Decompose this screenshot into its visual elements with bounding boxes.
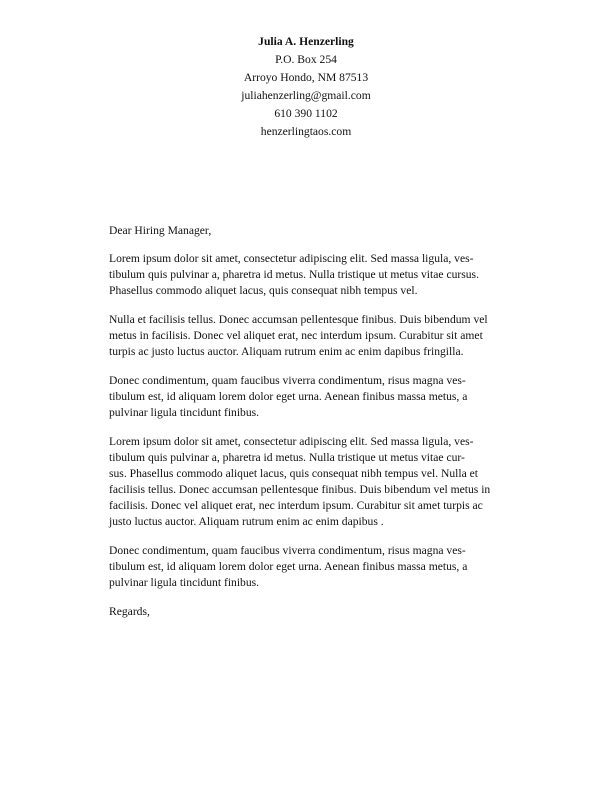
sender-address-line1: P.O. Box 254 [275, 53, 337, 66]
sender-address-line2: Arroyo Hondo, NM 87513 [243, 71, 369, 84]
paragraph-5: Donec condimentum, quam faucibus viverra condimentum, risus magna ves- tibulum est, id aliquam lorem dolor eget urna. Aenean finibus massa metus, a pulvinar ligula tincidunt finibus. [109, 544, 468, 589]
paragraph-3: Donec condimentum, quam faucibus viverra condimentum, risus magna ves- tibulum est, id aliquam lorem dolor eget urna. Aenean finibus massa metus, a pulvinar ligula tincidunt finibus. [109, 374, 468, 419]
letter-body [109, 223, 501, 633]
letterhead [0, 33, 612, 141]
sender-email: juliahenzerling@gmail.com [241, 89, 371, 102]
sender-phone: 610 390 1102 [274, 107, 338, 120]
salutation: Dear Hiring Manager, [109, 224, 212, 237]
paragraph-4: Lorem ipsum dolor sit amet, consectetur adipiscing elit. Sed massa ligula, ves- tibulum quis pulvinar a, pharetra id metus. Nulla tristique ut metus vitae cur- sus. Phasellus commodo aliquet lacus, quis consequat nibh tempus vel. Nulla et facilisis tellus. Donec accumsan pellentesque finibus. Duis bibendum vel metus in facilisis. Donec vel aliquet erat, nec interdum ipsum. Curabitur sit amet turpis ac justo luctus auctor. Aliquam rutrum enim ac enim dapibus . [109, 435, 491, 528]
sender-website: henzerlingtaos.com [260, 125, 352, 138]
sender-name: Julia A. Henzerling [258, 35, 354, 48]
closing: Regards, [109, 605, 150, 618]
paragraph-2: Nulla et facilisis tellus. Donec accumsan pellentesque finibus. Duis bibendum vel metus in facilisis. Donec vel aliquet erat, nec interdum ipsum. Curabitur sit amet turpis ac justo luctus auctor. Aliquam rutrum enim ac enim dapibus fringilla. [109, 313, 488, 358]
paragraph-1: Lorem ipsum dolor sit amet, consectetur adipiscing elit. Sed massa ligula, ves- tibulum quis pulvinar a, pharetra id metus. Nulla tristique ut metus vitae cursus. Phasellus commodo aliquet lacus, quis consequat nibh tempus vel. [109, 252, 479, 297]
